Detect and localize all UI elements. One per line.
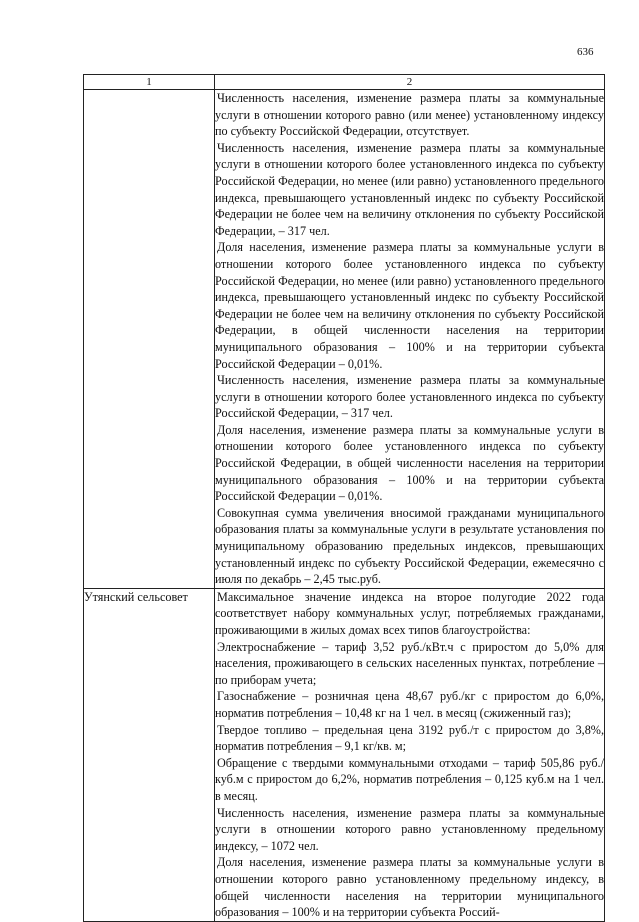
paragraph: Доля населения, изменение размера платы за коммунальные услуги в отношении которого более установленного индекса по субъекту Российской Федерации, но менее (или равно) установленного предельного индекса, превышающего установленный индекс по субъекту Российской Федерации не более чем на величину отклонения по субъекту Российской Федерации, в общей численности населения на территории муниципального образования – 100% и на территории субъекта Российской Федерации – 0,01%. [215,240,604,371]
municipality-name [84,90,215,589]
table-row [84,588,605,921]
paragraph: Доля населения, изменение размера платы за коммунальные услуги в отношении которого более установленного индекса по субъекту Российской Федерации, в общей численности населения на территории муниципального образования – 100% и на территории субъекта Российской Федерации – 0,01%. [215,422,604,504]
header-col-2: 2 [215,75,605,90]
paragraph: Доля населения, изменение размера платы за коммунальные услуги в отношении которого равно установленному предельному индексу, в общей численности населения на территории муниципального образования – 100% и на территории субъекта Россий- [215,855,604,920]
paragraph: Обращение с твердыми коммунальными отходами – тариф 505,86 руб./куб.м с приростом до 6,2%, норматив потребления – 0,125 куб.м на 1 чел. в месяц. [215,755,604,803]
municipality-name: Утянский сельсовет [84,588,215,921]
paragraph: Численность населения, изменение размера платы за коммунальные услуги в отношении которого равно (или менее) установленному индексу по субъекту Российской Федерации, отсутствует. [215,91,604,139]
row-text [215,588,605,921]
table-row [84,90,605,589]
paragraph: Твердое топливо – предельная цена 3192 руб./т с приростом до 3,8%, норматив потребления – 9,1 кг/кв. м; [215,722,604,754]
table-header-row [84,75,605,90]
row-text [215,90,605,589]
paragraph: Максимальное значение индекса на второе полугодие 2022 года соответствует набору коммунальных услуг, потребляемых гражданами, проживающими в жилых домах всех типов благоустройства: [215,589,604,637]
header-col-1: 1 [84,75,215,90]
paragraph: Численность населения, изменение размера платы за коммунальные услуги в отношении которого равно установленному предельному индексу, – 1072 чел. [215,805,604,853]
page-number: 636 [577,46,594,58]
paragraph: Газоснабжение – розничная цена 48,67 руб./кг с приростом до 6,0%, норматив потребления – 10,48 кг на 1 чел. в месяц (сжиженный газ); [215,689,604,720]
document-table [83,74,605,922]
paragraph: Электроснабжение – тариф 3,52 руб./кВт.ч с приростом до 5,0% для населения, проживающего в сельских населенных пунктах, потребление – по приборам учета; [215,639,604,687]
paragraph: Численность населения, изменение размера платы за коммунальные услуги в отношении которого более установленного индекса по субъекту Российской Федерации, – 317 чел. [215,373,604,421]
paragraph: Совокупная сумма увеличения вносимой гражданами муниципального образования платы за коммунальные услуги в результате установления по муниципальному образованию предельных индексов, превышающих установленный индекс по субъекту Российской Федерации, ежемесячно с июля по декабрь – 2,45 тыс.руб. [215,505,604,587]
paragraph: Численность населения, изменение размера платы за коммунальные услуги в отношении которого более установленного индекса по субъекту Российской Федерации, но менее (или равно) установленного предельного индекса, превышающего установленный индекс по субъекту Российской Федерации не более чем на величину отклонения по субъекту Российской Федерации, – 317 чел. [215,140,604,238]
